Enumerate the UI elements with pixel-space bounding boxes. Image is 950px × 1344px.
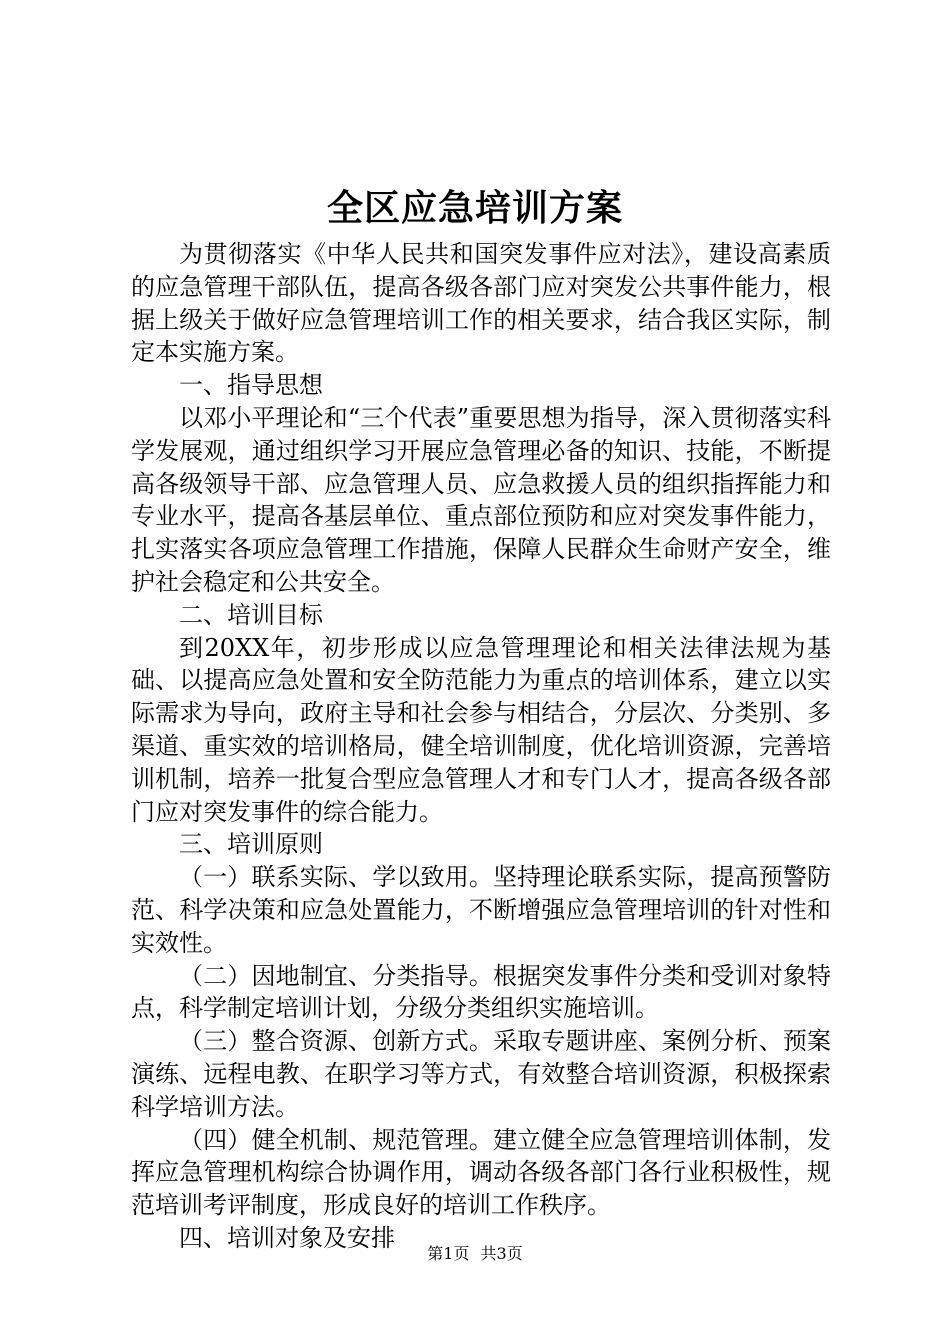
principle-item-3: （三）整合资源、创新方式。采取专题讲座、案例分析、预案演练、远程电教、在职学习等方式，有效整合培训资源，积极探索科学培训方法。 — [131, 1027, 831, 1121]
section-heading-training-principles: 三、培训原则 — [179, 830, 323, 859]
intro-paragraph: 为贯彻落实《中华人民共和国突发事件应对法》，建设高素质的应急管理干部队伍，提高各级各部门应对突发公共事件能力，根据上级关于做好应急管理培训工作的相关要求，结合我区实际，制定本实施方案。 — [131, 240, 831, 367]
training-goals-paragraph: 到20XX年，初步形成以应急管理理论和相关法律法规为基础、以提高应急处置和安全防范能力为重点的培训体系，建立以实际需求为导向，政府主导和社会参与相结合，分层次、分类别、多渠道、重实效的培训格局，健全培训制度，优化培训资源，完善培训机制，培养一批复合型应急管理人才和专门人才，提高各级各部门应对突发事件的综合能力。 — [131, 633, 831, 826]
page-footer — [0, 1243, 950, 1265]
section-heading-training-targets: 四、培训对象及安排 — [179, 1223, 395, 1252]
section-heading-training-goals: 二、培训目标 — [179, 600, 323, 629]
document-title: 全区应急培训方案 — [326, 187, 623, 229]
guiding-ideology-paragraph: 以邓小平理论和“三个代表”重要思想为指导，深入贯彻落实科学发展观，通过组织学习开展应急管理必备的知识、技能，不断提高各级领导干部、应急管理人员、应急救援人员的组织指挥能力和专业水平，提高各基层单位、重点部位预防和应对突发事件能力，扎实落实各项应急管理工作措施，保障人民群众生命财产安全，维护社会稳定和公共安全。 — [131, 403, 831, 596]
section-heading-guiding-ideology: 一、指导思想 — [179, 371, 323, 400]
principle-item-2: （二）因地制宜、分类指导。根据突发事件分类和受训对象特点，科学制定培训计划，分级分类组织实施培训。 — [131, 961, 831, 1023]
page-number: 第1页 — [427, 1244, 470, 1263]
page-total: 共3页 — [480, 1244, 523, 1263]
document-body — [131, 238, 831, 1255]
principle-item-4: （四）健全机制、规范管理。建立健全应急管理培训体制，发挥应急管理机构综合协调作用，调动各级各部门各行业积极性，规范培训考评制度，形成良好的培训工作秩序。 — [131, 1125, 831, 1220]
principle-item-1: （一）联系实际、学以致用。坚持理论联系实际，提高预警防范、科学决策和应急处置能力，不断增强应急管理培训的针对性和实效性。 — [131, 863, 831, 957]
